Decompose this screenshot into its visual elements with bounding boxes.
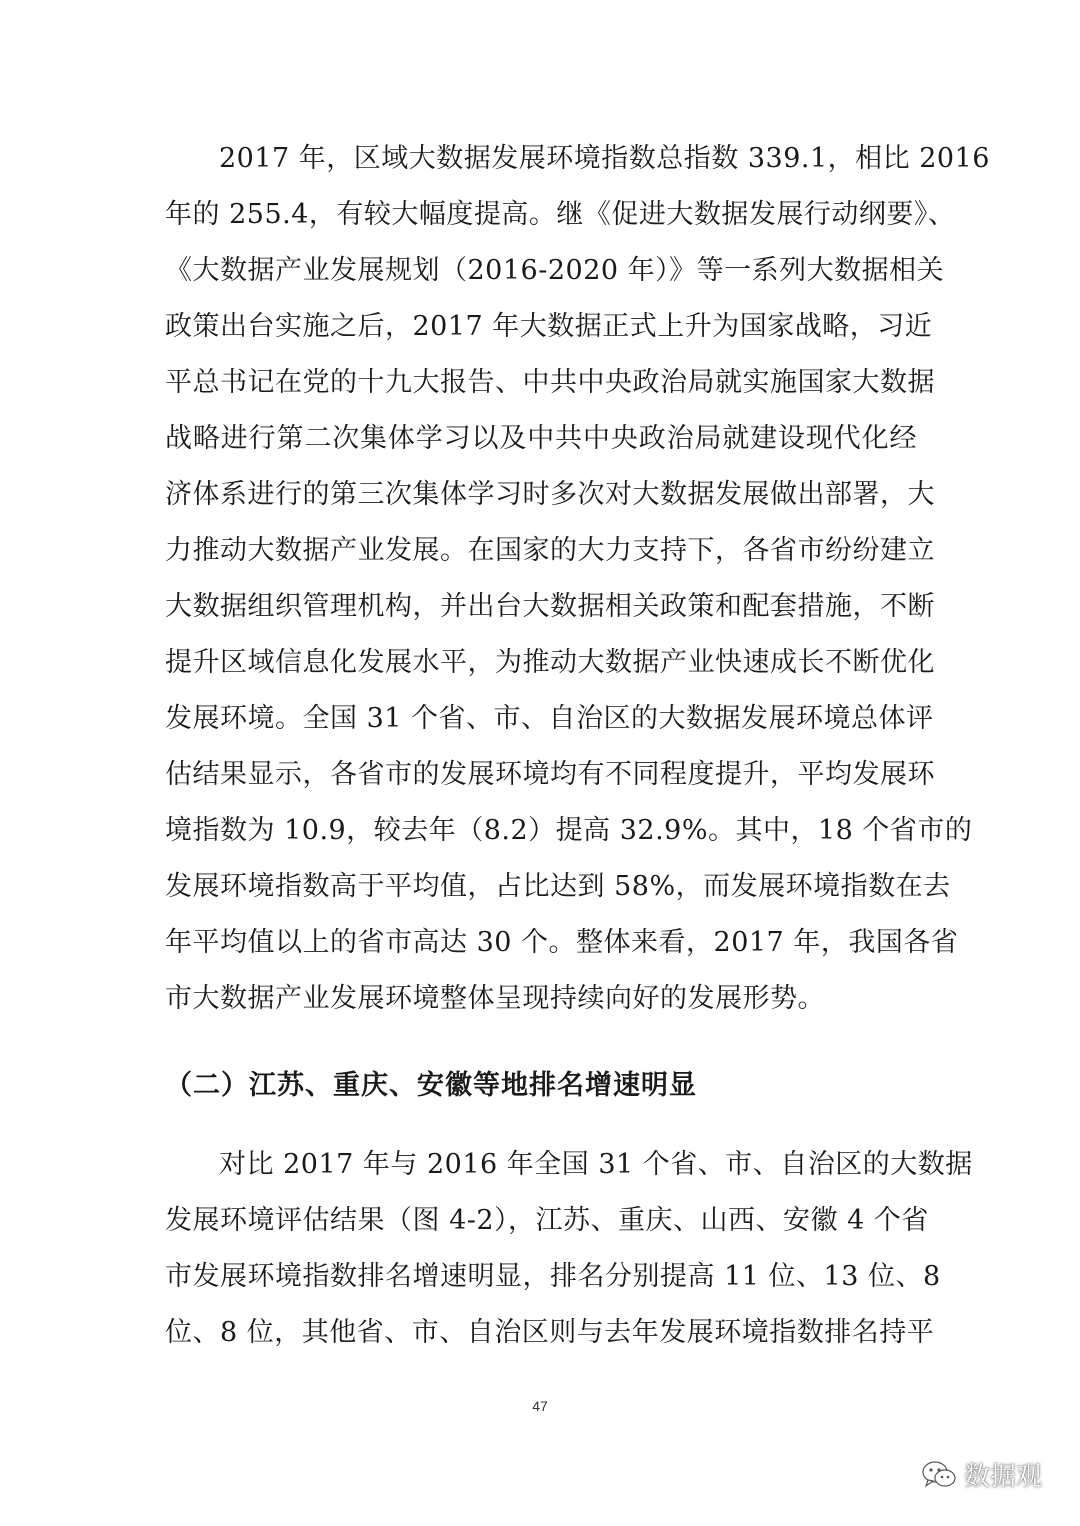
text-line: 位、8 位，其他省、市、自治区则与去年发展环境指数排名持平 [165,1317,935,1348]
text-line: 济体系进行的第三次集体学习时多次对大数据发展做出部署，大 [165,479,935,510]
text-line: 境指数为 10.9，较去年（8.2）提高 32.9%。其中，18 个省市的 [165,815,973,846]
text-line: 市发展环境指数排名增速明显，排名分别提高 11 位、13 位、8 [165,1261,941,1292]
text-line: 力推动大数据产业发展。在国家的大力支持下，各省市纷纷建立 [165,535,935,566]
paragraph-2 [165,1137,973,1361]
text-line: 市大数据产业发展环境整体呈现持续向好的发展形势。 [165,983,825,1014]
paragraph-1 [165,131,990,1027]
watermark-text: 数据观 [963,1462,1042,1492]
wechat-icon [922,1460,956,1490]
text-line: 年的 255.4，有较大幅度提高。继《促进大数据发展行动纲要》、 [165,199,956,230]
text-line: 2017 年，区域大数据发展环境指数总指数 339.1，相比 2016 [219,143,990,174]
text-line: 发展环境。全国 31 个省、市、自治区的大数据发展环境总体评 [165,703,934,734]
text-line: 《大数据产业发展规划（2016-2020 年）》等一系列大数据相关 [165,255,945,286]
section-heading: （二）江苏、重庆、安徽等地排名增速明显 [165,1070,697,1101]
text-line: 对比 2017 年与 2016 年全国 31 个省、市、自治区的大数据 [219,1149,973,1180]
text-line: 政策出台实施之后，2017 年大数据正式上升为国家战略，习近 [165,311,933,342]
text-line: 提升区域信息化发展水平，为推动大数据产业快速成长不断优化 [165,647,935,678]
watermark [922,1456,1042,1493]
text-line: 估结果显示，各省市的发展环境均有不同程度提升，平均发展环 [165,759,935,790]
text-line: 平总书记在党的十九大报告、中共中央政治局就实施国家大数据 [165,367,935,398]
text-line: 发展环境指数高于平均值，占比达到 58%，而发展环境指数在去 [165,871,951,902]
page-number: 47 [532,1398,548,1414]
text-line: 年平均值以上的省市高达 30 个。整体来看，2017 年，我国各省 [165,927,959,958]
text-line: 战略进行第二次集体学习以及中共中央政治局就建设现代化经 [165,423,917,454]
text-line: 发展环境评估结果（图 4-2），江苏、重庆、山西、安徽 4 个省 [165,1205,929,1236]
text-line: 大数据组织管理机构，并出台大数据相关政策和配套措施，不断 [165,591,935,622]
